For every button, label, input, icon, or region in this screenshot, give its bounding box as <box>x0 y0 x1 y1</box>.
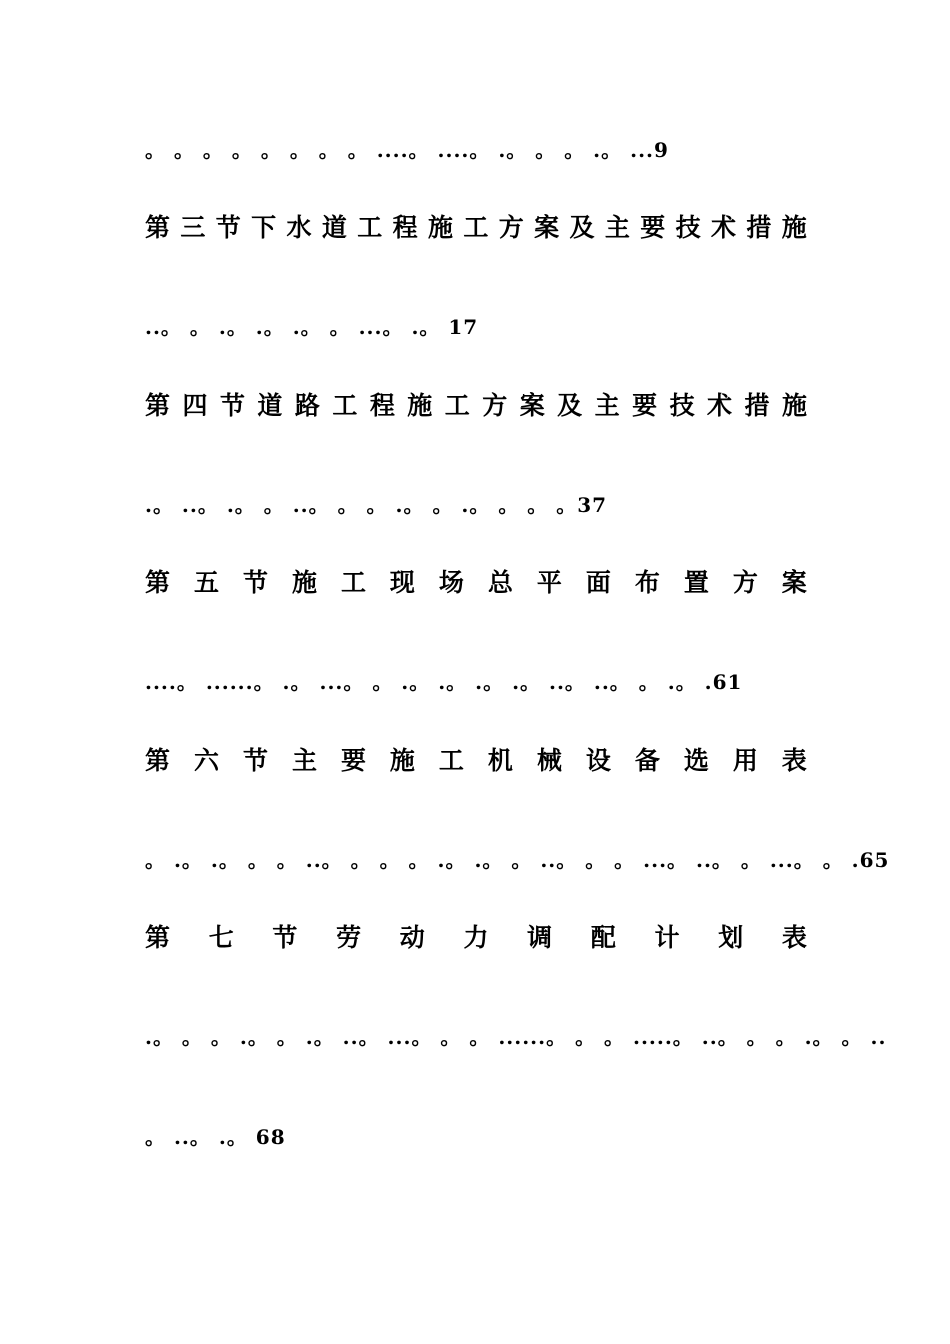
heading-char: 总 <box>487 568 513 597</box>
heading-char: 节 <box>242 568 268 597</box>
heading-char: 节 <box>242 746 268 775</box>
heading-char: 力 <box>463 923 489 952</box>
heading-char: 划 <box>718 923 744 952</box>
heading-char: 程 <box>392 213 418 242</box>
heading-char: 措 <box>744 391 770 420</box>
heading-char: 及 <box>569 213 595 242</box>
heading-char: 选 <box>683 746 709 775</box>
toc-entry-heading[interactable] <box>145 743 807 779</box>
heading-char: 案 <box>519 391 545 420</box>
heading-char: 表 <box>781 746 807 775</box>
heading-char: 施 <box>389 746 415 775</box>
heading-char: 面 <box>585 568 611 597</box>
heading-char: 五 <box>193 568 219 597</box>
heading-char: 程 <box>369 391 395 420</box>
heading-char: 动 <box>399 923 425 952</box>
heading-char: 要 <box>632 391 658 420</box>
heading-char: 节 <box>219 391 245 420</box>
heading-char: 术 <box>711 213 737 242</box>
heading-char: 工 <box>357 213 383 242</box>
heading-char: 场 <box>438 568 464 597</box>
heading-char: 要 <box>640 213 666 242</box>
heading-char: 及 <box>557 391 583 420</box>
heading-char: 施 <box>291 568 317 597</box>
heading-char: 配 <box>590 923 616 952</box>
heading-char: 措 <box>746 213 772 242</box>
heading-char: 第 <box>145 391 171 420</box>
heading-char: 劳 <box>336 923 362 952</box>
toc-leader-line: 。 ..。 .。 68 <box>145 1125 286 1149</box>
heading-char: 平 <box>536 568 562 597</box>
heading-char: 调 <box>527 923 553 952</box>
heading-char: 道 <box>257 391 283 420</box>
heading-char: 技 <box>669 391 695 420</box>
heading-char: 设 <box>585 746 611 775</box>
heading-char: 道 <box>321 213 347 242</box>
heading-char: 施 <box>781 391 807 420</box>
heading-char: 术 <box>707 391 733 420</box>
heading-char: 施 <box>428 213 454 242</box>
heading-char: 方 <box>498 213 524 242</box>
heading-char: 械 <box>536 746 562 775</box>
heading-char: 工 <box>438 746 464 775</box>
heading-char: 技 <box>675 213 701 242</box>
toc-leader-line: ....。 ......。 .。 ...。 。 .。 .。 .。 .。 ..。 ..。 。 .。 .61 <box>145 670 743 694</box>
heading-char: 下 <box>251 213 277 242</box>
heading-char: 节 <box>215 213 241 242</box>
toc-leader-line: .。 。 。 .。 。 .。 ..。 ...。 。 。 ......。 。 。 .....。 ..。 。 。 .。 。 .. <box>145 1025 887 1049</box>
heading-char: 主 <box>604 213 630 242</box>
heading-char: 布 <box>634 568 660 597</box>
toc-leader-line: ..。 。 .。 .。 .。 。 ...。 .。 17 <box>145 315 479 339</box>
heading-char: 节 <box>272 923 298 952</box>
heading-char: 施 <box>407 391 433 420</box>
toc-entry-heading[interactable] <box>145 920 807 956</box>
heading-char: 三 <box>180 213 206 242</box>
heading-char: 案 <box>534 213 560 242</box>
toc-leader-line: .。 ..。 .。 。 ..。 。 。 .。 。 .。 。 。 。37 <box>145 493 608 517</box>
heading-char: 现 <box>389 568 415 597</box>
heading-char: 方 <box>482 391 508 420</box>
toc-entry-heading[interactable] <box>145 388 807 424</box>
heading-char: 水 <box>286 213 312 242</box>
heading-char: 路 <box>294 391 320 420</box>
heading-char: 方 <box>732 568 758 597</box>
heading-char: 主 <box>291 746 317 775</box>
heading-char: 用 <box>732 746 758 775</box>
heading-char: 主 <box>594 391 620 420</box>
heading-char: 工 <box>444 391 470 420</box>
heading-char: 工 <box>332 391 358 420</box>
heading-char: 六 <box>193 746 219 775</box>
heading-char: 工 <box>340 568 366 597</box>
toc-entry-heading[interactable] <box>145 565 807 601</box>
toc-entry-heading[interactable] <box>145 210 807 246</box>
heading-char: 置 <box>683 568 709 597</box>
heading-char: 第 <box>145 746 171 775</box>
heading-char: 第 <box>145 213 171 242</box>
heading-char: 施 <box>781 213 807 242</box>
heading-char: 要 <box>340 746 366 775</box>
heading-char: 七 <box>208 923 234 952</box>
heading-char: 计 <box>654 923 680 952</box>
heading-char: 第 <box>145 568 171 597</box>
heading-char: 备 <box>634 746 660 775</box>
heading-char: 案 <box>781 568 807 597</box>
heading-char: 工 <box>463 213 489 242</box>
toc-leader-line: 。 .。 .。 。 。 ..。 。 。 。 .。 .。 。 ..。 。 。 ...。 ..。 。 ...。 。 .65 <box>145 848 890 872</box>
heading-char: 机 <box>487 746 513 775</box>
heading-char: 四 <box>182 391 208 420</box>
toc-leader-line: 。 。 。 。 。 。 。 。 ....。 ....。 .。 。 。 .。 ...9 <box>145 138 669 162</box>
heading-char: 第 <box>145 923 171 952</box>
heading-char: 表 <box>781 923 807 952</box>
